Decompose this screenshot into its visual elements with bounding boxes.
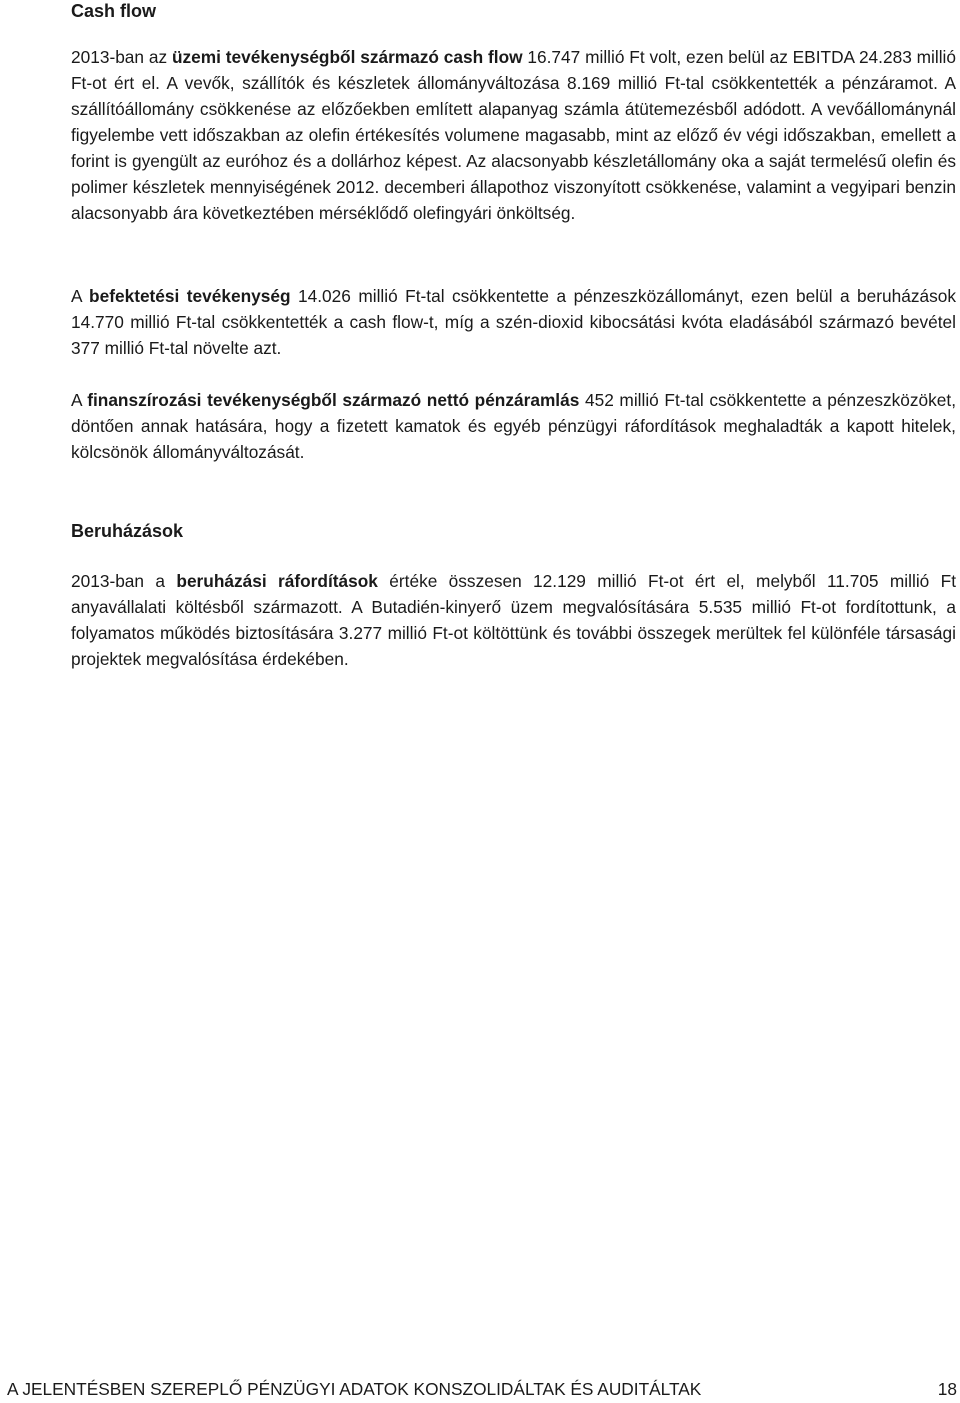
paragraph-bold-term: beruházási ráfordítások	[176, 571, 378, 591]
section-heading-cash-flow: Cash flow	[71, 1, 157, 21]
page-number: 18	[937, 1379, 957, 1399]
paragraph-text: A	[71, 286, 90, 306]
paragraph-text: 16.747 millió Ft volt, ezen belül az EBITDA 24.283 millió Ft-ot ért el. A vevők, szállítók és készletek állományváltozása 8.169 millió Ft-tal csökkentették a pénzáramot. A szállítóállomány csökkenése az előzőekben említett alapanyag számla átütemezésből adódott. A vevőállománynál figyelembe vett időszakban az olefin értékesítés volumene magasabb, mint az előző év végi időszakban, emellett a forint is gyengült az euróhoz és a dollárhoz képest. Az alacsonyabb készletállomány oka a saját termelésű olefin és polimer készletek mennyiségének 2012. decemberi állapothoz viszonyított csökkenése, valamint a vegyipari benzin alacsonyabb ára következtében mérséklődő olefingyári önköltség.	[71, 47, 956, 223]
paragraph-bold-term: üzemi tevékenységből származó cash flow	[171, 47, 523, 67]
page-footer	[7, 1378, 957, 1400]
paragraph-bold-term: finanszírozási tevékenységből származó nettó pénzáramlás	[87, 390, 580, 410]
footer-note: A JELENTÉSBEN SZEREPLŐ PÉNZÜGYI ADATOK KONSZOLIDÁLTAK ÉS AUDITÁLTAK	[7, 1379, 702, 1399]
section-heading-beruhazasok: Beruházások	[71, 521, 184, 541]
paragraph-text: 2013-ban az	[71, 47, 172, 67]
paragraph-text: A	[71, 390, 88, 410]
paragraph-text: értéke összesen 12.129 millió Ft-ot ért el, melyből 11.705 millió Ft anyavállalati költésből származott. A Butadién-kinyerő üzem megvalósítására 5.535 millió Ft-ot fordítottunk, a folyamatos működés biztosítására 3.277 millió Ft-ot költöttünk és további összegek merültek fel különféle társasági projektek megvalósítása érdekében.	[71, 571, 957, 669]
paragraph-bold-term: befektetési tevékenység	[89, 286, 291, 306]
paragraph-capital-expenditure	[71, 568, 956, 672]
paragraph-text: 2013-ban a	[71, 571, 177, 591]
paragraph-financing-activity	[71, 387, 956, 465]
paragraph-investing-activity	[71, 283, 956, 361]
paragraph-operating-cash-flow	[71, 44, 956, 226]
paragraph-text: 14.026 millió Ft-tal csökkentette a pénzeszközállományt, ezen belül a beruházások 14.770 millió Ft-tal csökkentették a cash flow-t, míg a szén-dioxid kibocsátási kvóta eladásából származó bevétel 377 millió Ft-tal növelte azt.	[71, 286, 956, 358]
paragraph-text: 452 millió Ft-tal csökkentette a pénzeszközöket, döntően annak hatására, hogy a fizetett kamatok és egyéb pénzügyi ráfordítások meghaladták a kapott hitelek, kölcsönök állományváltozását.	[71, 390, 956, 462]
